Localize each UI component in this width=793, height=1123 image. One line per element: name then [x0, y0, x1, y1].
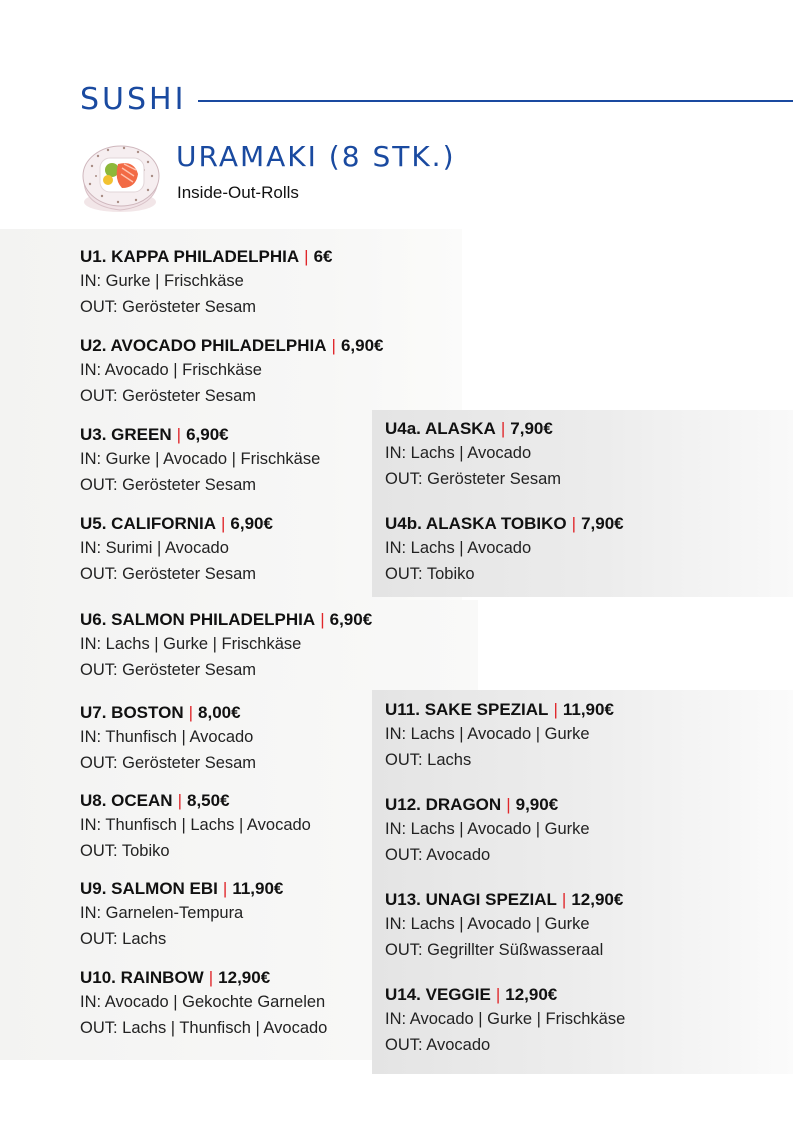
- item-ingredients-in: IN: Gurke | Avocado | Frischkäse: [80, 450, 321, 468]
- item-ingredients-in: IN: Avocado | Gurke | Frischkäse: [385, 1010, 626, 1028]
- item-name: U12. DRAGON: [385, 795, 502, 814]
- item-ingredients-out: OUT: Lachs | Thunfisch | Avocado: [80, 1019, 328, 1037]
- item-ingredients-out: OUT: Avocado: [385, 1036, 491, 1054]
- category-title: URAMAKI (8 STK.): [176, 140, 456, 173]
- item-ingredients-out: OUT: Gerösteter Sesam: [80, 298, 257, 316]
- item-ingredients-out: OUT: Gerösteter Sesam: [80, 754, 257, 772]
- section-divider: [198, 100, 793, 102]
- item-name: U7. BOSTON: [80, 703, 184, 722]
- price-separator: |: [176, 425, 182, 444]
- item-ingredients-in: IN: Lachs | Avocado: [385, 539, 532, 557]
- item-name: U4b. ALASKA TOBIKO: [385, 514, 567, 533]
- menu-item-u9: [80, 878, 283, 952]
- menu-item-u12: [385, 794, 590, 868]
- item-ingredients-in: IN: Thunfisch | Avocado: [80, 728, 254, 746]
- item-ingredients-out: OUT: Gerösteter Sesam: [80, 476, 257, 494]
- item-ingredients-in: IN: Lachs | Avocado | Gurke: [385, 820, 590, 838]
- item-ingredients-in: IN: Lachs | Avocado | Gurke: [385, 725, 590, 743]
- item-ingredients-in: IN: Avocado | Frischkäse: [80, 361, 262, 379]
- price-separator: |: [331, 336, 336, 355]
- item-price: 6,90€: [230, 514, 273, 533]
- menu-item-u8: [80, 790, 311, 864]
- menu-item-u6: [80, 609, 372, 683]
- item-price: 6,90€: [340, 336, 384, 355]
- menu-item-u11: [385, 699, 614, 773]
- price-separator: |: [495, 985, 501, 1004]
- item-price: 8,50€: [187, 791, 230, 810]
- item-ingredients-out: OUT: Tobiko: [80, 842, 170, 860]
- item-name: U8. OCEAN: [80, 791, 173, 810]
- menu-item-u3: [80, 424, 320, 498]
- item-ingredients-out: OUT: Gerösteter Sesam: [80, 661, 257, 679]
- price-separator: |: [561, 890, 567, 909]
- menu-item-u4a: [385, 418, 561, 492]
- item-ingredients-out: OUT: Lachs: [80, 930, 167, 948]
- item-ingredients-in: IN: Lachs | Avocado | Gurke: [385, 915, 590, 933]
- item-ingredients-out: OUT: Gerösteter Sesam: [80, 565, 257, 583]
- item-ingredients-out: OUT: Tobiko: [385, 565, 475, 583]
- item-price: 12,90€: [505, 985, 558, 1004]
- menu-item-u1: [80, 246, 332, 320]
- item-price: 12,90€: [218, 968, 271, 987]
- item-price: 11,90€: [232, 879, 284, 898]
- item-ingredients-in: IN: Lachs | Avocado: [385, 444, 532, 462]
- item-ingredients-out: OUT: Gegrillter Süßwasseraal: [385, 941, 604, 959]
- item-name: U1. KAPPA PHILADELPHIA: [80, 247, 300, 266]
- item-ingredients-in: IN: Thunfisch | Lachs | Avocado: [80, 816, 311, 834]
- item-name: U9. SALMON EBI: [80, 879, 218, 898]
- item-ingredients-in: IN: Gurke | Frischkäse: [80, 272, 244, 290]
- item-name: U13. UNAGI SPEZIAL: [385, 890, 557, 909]
- item-price: 6,90€: [186, 425, 229, 444]
- item-price: 11,90€: [562, 700, 614, 719]
- sushi-roll-icon: [76, 136, 166, 216]
- price-separator: |: [188, 703, 194, 722]
- menu-item-u10: [80, 967, 327, 1041]
- price-separator: |: [500, 419, 506, 438]
- section-title: SUSHI: [80, 82, 187, 117]
- item-name: U14. VEGGIE: [385, 985, 491, 1004]
- item-ingredients-out: OUT: Lachs: [385, 751, 472, 769]
- menu-item-u14: [385, 984, 625, 1058]
- item-price: 7,90€: [581, 514, 624, 533]
- item-ingredients-out: OUT: Gerösteter Sesam: [385, 470, 562, 488]
- menu-item-u2: [80, 335, 384, 409]
- menu-item-u4b: [385, 513, 624, 587]
- price-separator: |: [571, 514, 577, 533]
- price-separator: |: [506, 795, 511, 814]
- item-name: U3. GREEN: [80, 425, 172, 444]
- item-price: 6€: [313, 247, 333, 266]
- item-price: 9,90€: [515, 795, 559, 814]
- category-subtitle: Inside-Out-Rolls: [177, 183, 299, 202]
- item-ingredients-out: OUT: Avocado: [385, 846, 491, 864]
- item-price: 6,90€: [329, 610, 373, 629]
- item-ingredients-in: IN: Garnelen-Tempura: [80, 904, 244, 922]
- item-price: 8,00€: [198, 703, 241, 722]
- item-ingredients-in: IN: Surimi | Avocado: [80, 539, 229, 557]
- item-ingredients-in: IN: Avocado | Gekochte Garnelen: [80, 993, 326, 1011]
- menu-item-u13: [385, 889, 623, 963]
- item-price: 12,90€: [571, 890, 624, 909]
- item-ingredients-in: IN: Lachs | Gurke | Frischkäse: [80, 635, 302, 653]
- item-name: U6. SALMON PHILADELPHIA: [80, 610, 316, 629]
- item-name: U4a. ALASKA: [385, 419, 496, 438]
- price-separator: |: [221, 514, 226, 533]
- item-price: 7,90€: [510, 419, 553, 438]
- price-separator: |: [208, 968, 214, 987]
- price-separator: |: [320, 610, 325, 629]
- menu-item-u7: [80, 702, 256, 776]
- item-name: U11. SAKE SPEZIAL: [385, 700, 549, 719]
- price-separator: |: [553, 700, 558, 719]
- price-separator: |: [222, 879, 228, 898]
- item-name: U5. CALIFORNIA: [80, 514, 216, 533]
- price-separator: |: [177, 791, 182, 810]
- price-separator: |: [304, 247, 309, 266]
- item-ingredients-out: OUT: Gerösteter Sesam: [80, 387, 257, 405]
- item-name: U2. AVOCADO PHILADELPHIA: [80, 336, 327, 355]
- menu-item-u5: [80, 513, 273, 587]
- item-name: U10. RAINBOW: [80, 968, 204, 987]
